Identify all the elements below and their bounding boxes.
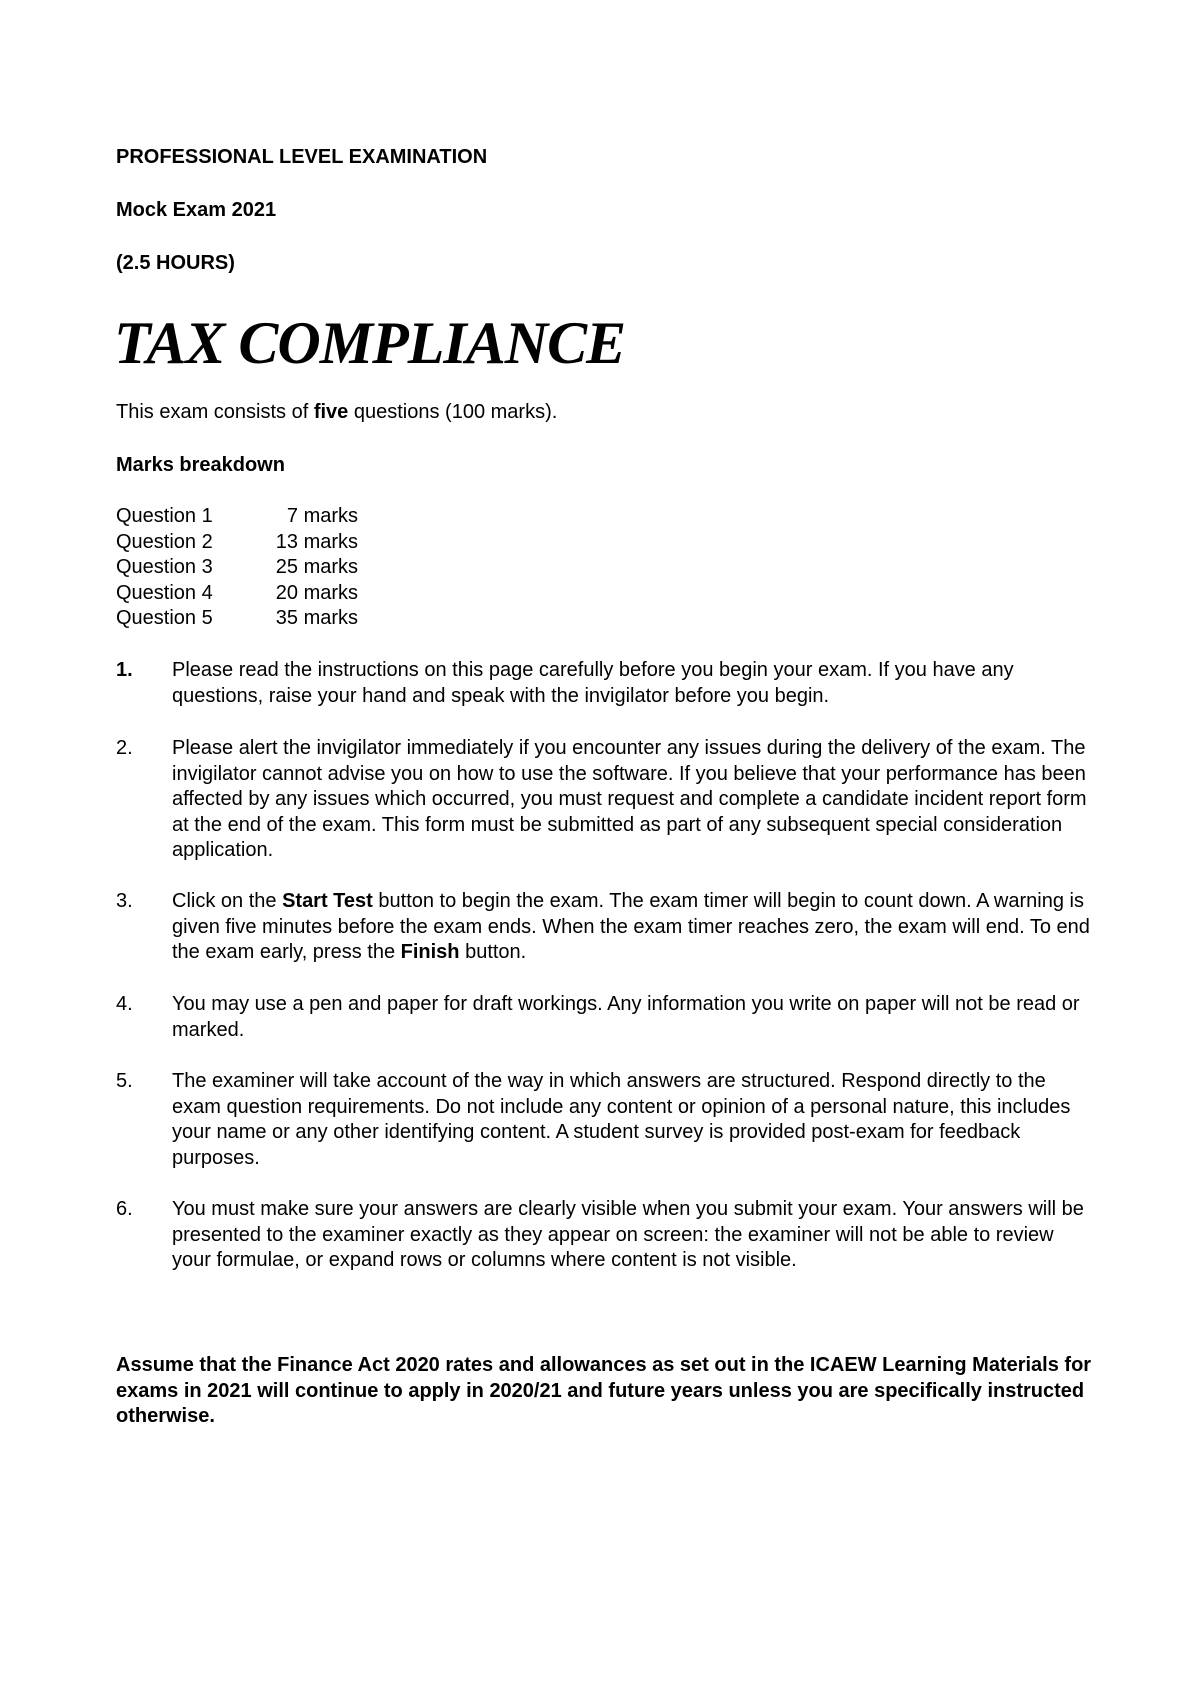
start-test-label: Start Test — [282, 890, 373, 912]
table-row — [116, 555, 374, 581]
exam-duration: (2.5 HOURS) — [116, 252, 235, 274]
marks-unit: marks — [303, 556, 359, 578]
marks-value: 35 — [275, 607, 298, 629]
instruction-4 — [116, 992, 1096, 1043]
instruction-text: Please read the instructions on this page carefully before you begin your exam. If you have any questions, raise your hand and speak with the invigilator before you begin. — [172, 659, 1014, 707]
table-row — [116, 581, 374, 607]
marks-value: 13 — [275, 530, 298, 553]
instruction-text-part: Click on the — [172, 890, 283, 912]
instruction-text — [172, 889, 1096, 966]
instruction-6 — [116, 1197, 1096, 1274]
marks-breakdown-table — [116, 504, 374, 632]
table-row — [116, 530, 374, 556]
intro-text — [116, 400, 557, 425]
marks-unit: marks — [303, 607, 359, 629]
instruction-number: 2. — [116, 737, 133, 759]
instruction-number: 4. — [116, 993, 133, 1015]
instruction-text: You must make sure your answers are clearly visible when you submit your exam. Your answers will be presented to the examiner exactly as they appear on screen: the examiner will not be able to review your formulae, or expand rows or columns where content is not visible. — [172, 1198, 1084, 1271]
marks-value: 20 — [275, 581, 298, 604]
instruction-2 — [116, 736, 1096, 864]
instruction-text-part: button. — [459, 941, 527, 963]
marks-cell — [274, 504, 374, 530]
intro-before: This exam consists of — [116, 401, 314, 423]
marks-breakdown-heading: Marks breakdown — [116, 454, 285, 476]
instruction-text: The examiner will take account of the way in which answers are structured. Respond directly to the exam question requirements. Do not include any content or opinion of a personal nature, this includes your name or any other identifying content. A student survey is provided post-exam for feedback purposes. — [172, 1070, 1071, 1169]
table-row — [116, 504, 374, 530]
page-title: TAX COMPLIANCE — [114, 310, 626, 376]
marks-value: 7 — [286, 505, 298, 527]
marks-value: 25 — [275, 556, 298, 578]
assumption-note: Assume that the Finance Act 2020 rates and allowances as set out in the ICAEW Learning Materials for exams in 2021 will continue to apply in 2020/21 and future years unless you are specifically instructed otherwise. — [116, 1354, 1092, 1427]
marks-unit: marks — [303, 581, 359, 604]
instruction-1 — [116, 658, 1096, 709]
intro-after: questions (100 marks). — [348, 401, 558, 423]
question-label: Question 3 — [116, 556, 213, 578]
finish-label: Finish — [400, 941, 460, 963]
intro-bold: five — [313, 401, 349, 423]
instruction-number: 5. — [116, 1070, 133, 1092]
marks-cell — [274, 555, 374, 581]
instruction-text-part: button to begin the exam. The exam timer will begin to count down. A warning is given five minutes before the exam ends. When the exam timer reaches zero, the exam will end. To end the exam early, press the — [172, 890, 1090, 963]
instruction-3 — [116, 889, 1096, 966]
question-label: Question 5 — [116, 607, 213, 629]
instruction-number: 1. — [116, 659, 133, 681]
question-label: Question 4 — [116, 581, 213, 604]
instruction-5 — [116, 1069, 1096, 1171]
instruction-text: You may use a pen and paper for draft workings. Any information you write on paper will not be read or marked. — [172, 993, 1080, 1041]
instruction-number: 3. — [116, 890, 133, 912]
question-label: Question 2 — [116, 530, 213, 553]
marks-unit: marks — [303, 530, 359, 553]
marks-cell — [274, 581, 374, 607]
instruction-number: 6. — [116, 1198, 133, 1220]
question-label: Question 1 — [116, 505, 213, 527]
marks-cell — [274, 606, 374, 632]
marks-unit: marks — [303, 505, 359, 527]
instruction-text: Please alert the invigilator immediately if you encounter any issues during the delivery of the exam. The invigilator cannot advise you on how to use the software. If you believe that your performance has been affected by any issues which occurred, you must request and complete a candidate incident report form at the end of the exam. This form must be submitted as part of any subsequent special consideration application. — [172, 737, 1087, 861]
exam-name: Mock Exam 2021 — [116, 199, 277, 221]
exam-level-heading: PROFESSIONAL LEVEL EXAMINATION — [116, 146, 488, 168]
table-row — [116, 606, 374, 632]
marks-cell — [274, 530, 374, 556]
